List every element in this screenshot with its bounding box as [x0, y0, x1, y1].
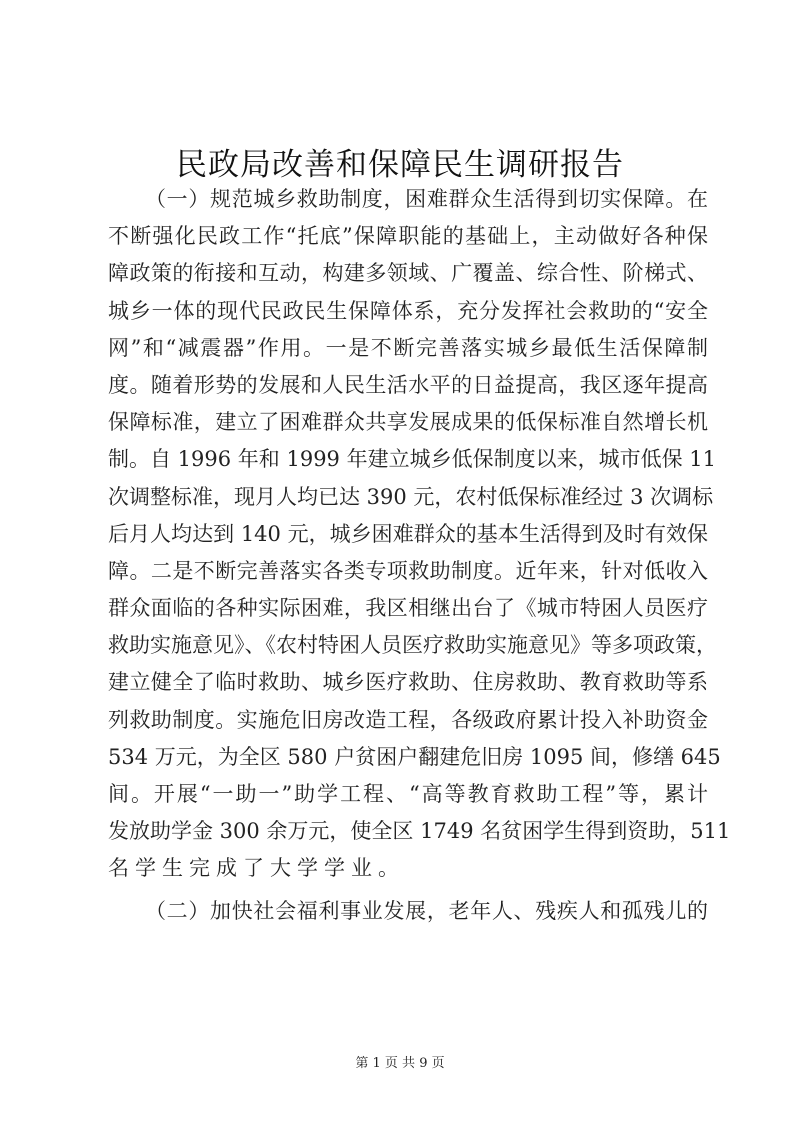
paragraph-2-line: （二）加快社会福利事业发展，老年人、残疾人和孤残儿的	[145, 898, 708, 923]
document-title: 民政局改善和保障民生调研报告	[176, 147, 624, 183]
paragraph-1-line: 群众面临的各种实际困难，我区相继出台了《城市特困人员医疗	[108, 596, 708, 621]
paragraph-1-line: 不断强化民政工作“托底”保障职能的基础上，主动做好各种保	[108, 224, 708, 249]
paragraph-1-line: 534 万元，为全区 580 户贫困户翻建危旧房 1095 间，修缮 645	[108, 744, 721, 769]
paragraph-1-line: 间。开展“一助一”助学工程、“高等教育救助工程”等，累计	[108, 782, 708, 806]
document-body	[108, 181, 731, 930]
page-number-footer: 第 1 页 共 9 页	[355, 1056, 445, 1071]
paragraph-1-line: 障。二是不断完善落实各类专项救助制度。近年来，针对低收入	[108, 558, 708, 583]
paragraph-1-line: 制。自 1996 年和 1999 年建立城乡低保制度以来，城市低保 11	[108, 447, 716, 472]
paragraph-1-line: 后月人均达到 140 元，城乡困难群众的基本生活得到及时有效保	[108, 521, 708, 546]
paragraph-1-line: 建立健全了临时救助、城乡医疗救助、住房救助、教育救助等系	[108, 670, 708, 695]
paragraph-1-line: （一）规范城乡救助制度，困难群众生活得到切实保障。在	[145, 187, 708, 211]
paragraph-1-line: 度。随着形势的发展和人民生活水平的日益提高，我区逐年提高	[108, 372, 708, 397]
paragraph-1-line: 发放助学金 300 余万元，使全区 1749 名贫困学生得到资助，511	[108, 819, 731, 844]
paragraph-1-line: 障政策的衔接和互动，构建多领域、广覆盖、综合性、阶梯式、	[108, 261, 708, 286]
paragraph-1-line: 网”和“减震器”作用。一是不断完善落实城乡最低生活保障制	[108, 335, 708, 360]
paragraph-1-line: 城乡一体的现代民政民生保障体系，充分发挥社会救助的“安全	[108, 298, 708, 323]
paragraph-1-last-line: 名学生完成了大学学业。	[108, 856, 405, 881]
paragraph-1-line: 救助实施意见》、《农村特困人员医疗救助实施意见》等多项政策，	[108, 633, 717, 658]
paragraph-1-line: 次调整标准，现月人均已达 390 元，农村低保标准经过 3 次调标	[108, 484, 714, 509]
paragraph-1-line: 保障标准，建立了困难群众共享发展成果的低保标准自然增长机	[108, 410, 708, 435]
paragraph-1-line: 列救助制度。实施危旧房改造工程，各级政府累计投入补助资金	[108, 707, 708, 732]
